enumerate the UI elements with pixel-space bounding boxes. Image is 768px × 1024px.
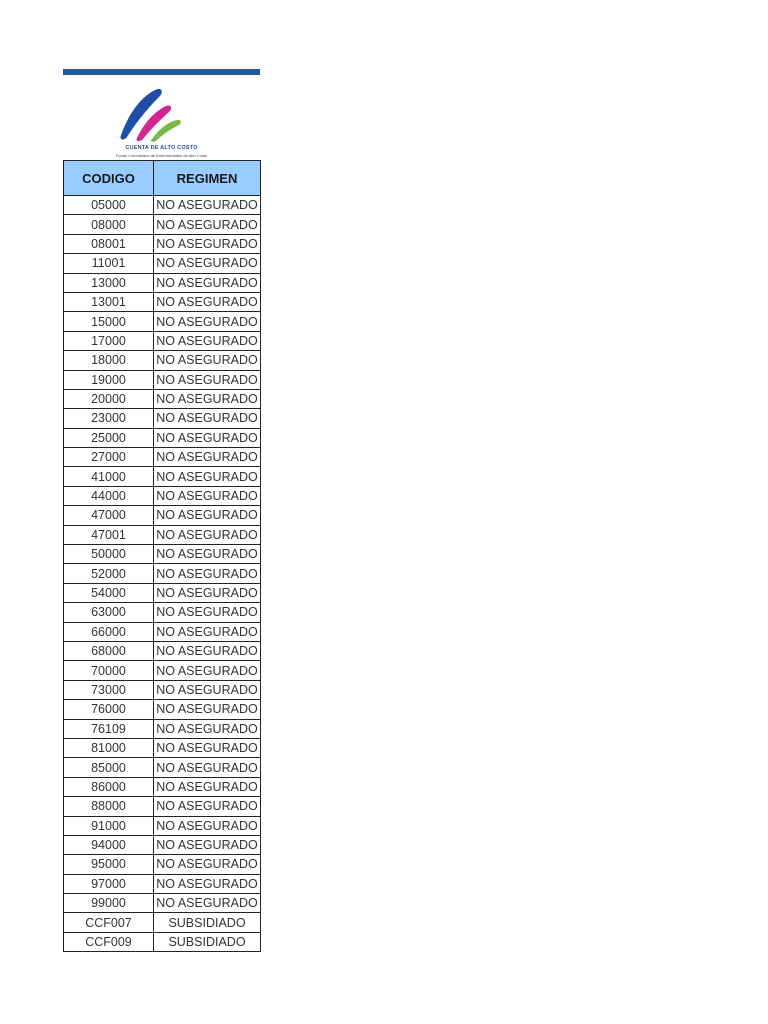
codigo-cell: 95000 (64, 855, 154, 874)
regimen-cell: NO ASEGURADO (154, 894, 261, 913)
header-regimen: REGIMEN (154, 161, 261, 196)
table-row (64, 835, 261, 854)
codigo-cell: 08001 (64, 234, 154, 253)
table-header-row (64, 161, 261, 196)
regimen-cell: NO ASEGURADO (154, 855, 261, 874)
regimen-cell: NO ASEGURADO (154, 196, 261, 215)
codigo-cell: 63000 (64, 603, 154, 622)
codigo-cell: 11001 (64, 254, 154, 273)
codigo-cell: 99000 (64, 894, 154, 913)
regimen-cell: NO ASEGURADO (154, 331, 261, 350)
codigo-cell: 86000 (64, 777, 154, 796)
table-row (64, 486, 261, 505)
codigo-cell: 88000 (64, 797, 154, 816)
regimen-cell: NO ASEGURADO (154, 370, 261, 389)
codigo-regimen-table (63, 160, 261, 952)
regimen-cell: NO ASEGURADO (154, 525, 261, 544)
regimen-cell: NO ASEGURADO (154, 564, 261, 583)
codigo-cell: 68000 (64, 641, 154, 660)
codigo-cell: 52000 (64, 564, 154, 583)
table-row (64, 797, 261, 816)
regimen-cell: NO ASEGURADO (154, 215, 261, 234)
table-row (64, 855, 261, 874)
regimen-cell: NO ASEGURADO (154, 292, 261, 311)
codigo-cell: 76109 (64, 719, 154, 738)
regimen-cell: NO ASEGURADO (154, 622, 261, 641)
codigo-cell: 47001 (64, 525, 154, 544)
table-row (64, 370, 261, 389)
regimen-cell: NO ASEGURADO (154, 797, 261, 816)
codigo-cell: 15000 (64, 312, 154, 331)
codigo-cell: 50000 (64, 545, 154, 564)
table-row (64, 215, 261, 234)
regimen-cell: NO ASEGURADO (154, 603, 261, 622)
codigo-cell: 70000 (64, 661, 154, 680)
codigo-cell: 91000 (64, 816, 154, 835)
table-row (64, 351, 261, 370)
table-row (64, 700, 261, 719)
regimen-cell: NO ASEGURADO (154, 758, 261, 777)
regimen-cell: SUBSIDIADO (154, 913, 261, 932)
table-row (64, 641, 261, 660)
codigo-cell: 76000 (64, 700, 154, 719)
regimen-cell: NO ASEGURADO (154, 835, 261, 854)
table-row (64, 254, 261, 273)
regimen-cell: SUBSIDIADO (154, 932, 261, 951)
regimen-cell: NO ASEGURADO (154, 545, 261, 564)
codigo-cell: 17000 (64, 331, 154, 350)
table-row (64, 932, 261, 951)
regimen-cell: NO ASEGURADO (154, 506, 261, 525)
regimen-cell: NO ASEGURADO (154, 273, 261, 292)
table-row (64, 816, 261, 835)
table-row (64, 545, 261, 564)
table-row (64, 603, 261, 622)
regimen-cell: NO ASEGURADO (154, 312, 261, 331)
codigo-cell: 47000 (64, 506, 154, 525)
table-row (64, 738, 261, 757)
logo-title: CUENTA DE ALTO COSTO (125, 145, 198, 151)
codigo-cell: 94000 (64, 835, 154, 854)
codigo-cell: CCF007 (64, 913, 154, 932)
table-row (64, 622, 261, 641)
table-row (64, 680, 261, 699)
table-row (64, 583, 261, 602)
regimen-cell: NO ASEGURADO (154, 351, 261, 370)
regimen-cell: NO ASEGURADO (154, 409, 261, 428)
codigo-cell: 41000 (64, 467, 154, 486)
codigo-cell: 44000 (64, 486, 154, 505)
header-codigo: CODIGO (64, 161, 154, 196)
table-row (64, 525, 261, 544)
codigo-cell: 23000 (64, 409, 154, 428)
codigo-cell: 97000 (64, 874, 154, 893)
table-row (64, 758, 261, 777)
table-row (64, 331, 261, 350)
logo-subtitle: Fondo Colombiano de Enfermedades de Alto Costo (115, 153, 208, 158)
regimen-cell: NO ASEGURADO (154, 719, 261, 738)
table-row (64, 874, 261, 893)
codigo-cell: 73000 (64, 680, 154, 699)
codigo-cell: 13000 (64, 273, 154, 292)
codigo-cell: 18000 (64, 351, 154, 370)
table-row (64, 661, 261, 680)
regimen-cell: NO ASEGURADO (154, 254, 261, 273)
table-row (64, 564, 261, 583)
codigo-cell: 05000 (64, 196, 154, 215)
table-row (64, 428, 261, 447)
table-row (64, 409, 261, 428)
table-row (64, 777, 261, 796)
regimen-cell: NO ASEGURADO (154, 448, 261, 467)
codigo-cell: 85000 (64, 758, 154, 777)
codigo-cell: 25000 (64, 428, 154, 447)
table-row (64, 312, 261, 331)
table-row (64, 234, 261, 253)
regimen-cell: NO ASEGURADO (154, 680, 261, 699)
table-row (64, 448, 261, 467)
regimen-cell: NO ASEGURADO (154, 583, 261, 602)
regimen-cell: NO ASEGURADO (154, 234, 261, 253)
codigo-cell: 27000 (64, 448, 154, 467)
table-row (64, 292, 261, 311)
table-row (64, 389, 261, 408)
logo-swoosh-icon (63, 75, 260, 145)
table-row (64, 273, 261, 292)
codigo-cell: 54000 (64, 583, 154, 602)
table-row (64, 719, 261, 738)
regimen-cell: NO ASEGURADO (154, 700, 261, 719)
table-row (64, 467, 261, 486)
regimen-cell: NO ASEGURADO (154, 486, 261, 505)
codigo-cell: 81000 (64, 738, 154, 757)
table-row (64, 894, 261, 913)
regimen-cell: NO ASEGURADO (154, 641, 261, 660)
table-row (64, 196, 261, 215)
cuenta-alto-costo-logo (63, 75, 260, 160)
regimen-cell: NO ASEGURADO (154, 777, 261, 796)
regimen-cell: NO ASEGURADO (154, 661, 261, 680)
regimen-cell: NO ASEGURADO (154, 816, 261, 835)
codigo-cell: 20000 (64, 389, 154, 408)
regimen-cell: NO ASEGURADO (154, 874, 261, 893)
spreadsheet-page (63, 69, 260, 952)
codigo-cell: 66000 (64, 622, 154, 641)
codigo-cell: CCF009 (64, 932, 154, 951)
regimen-cell: NO ASEGURADO (154, 467, 261, 486)
regimen-cell: NO ASEGURADO (154, 738, 261, 757)
regimen-cell: NO ASEGURADO (154, 428, 261, 447)
codigo-cell: 19000 (64, 370, 154, 389)
table-body (64, 196, 261, 952)
table-row (64, 506, 261, 525)
table-row (64, 913, 261, 932)
codigo-cell: 13001 (64, 292, 154, 311)
regimen-cell: NO ASEGURADO (154, 389, 261, 408)
codigo-cell: 08000 (64, 215, 154, 234)
